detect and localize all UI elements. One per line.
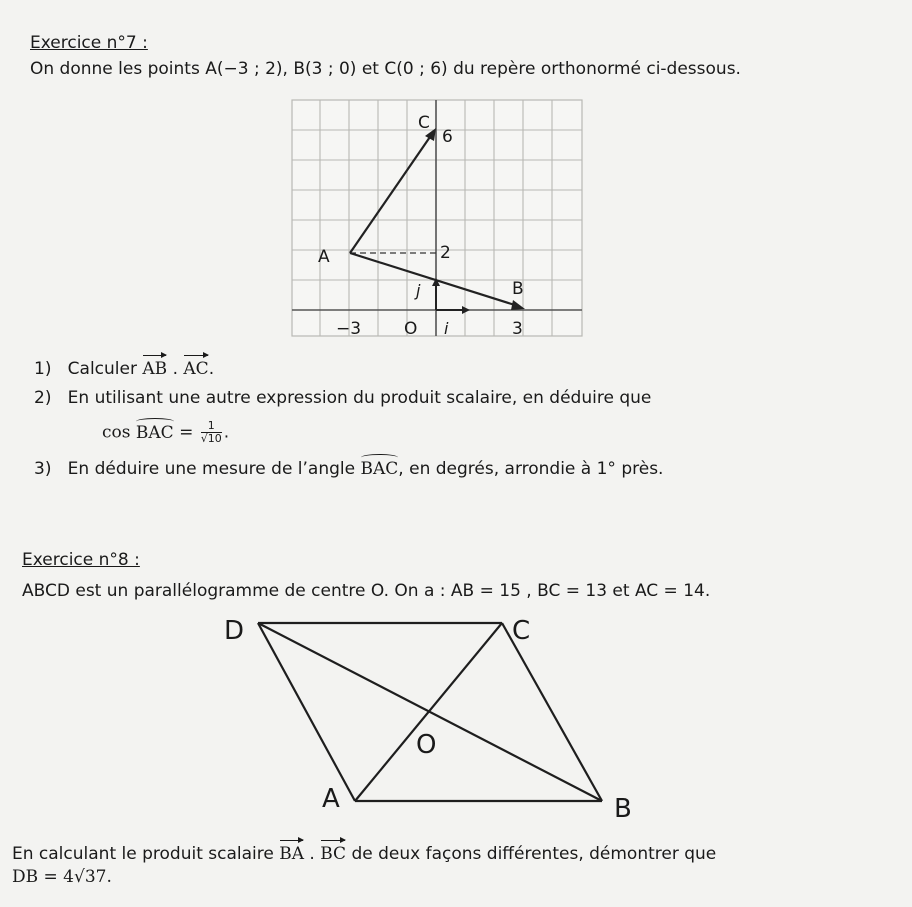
parallelogram-figure bbox=[210, 605, 660, 825]
label-D: D bbox=[224, 616, 245, 646]
exercise-7-intro: On donne les points A(−3 ; 2), B(3 ; 0) et C(0 ; 6) du repère orthonormé ci-dessous. bbox=[30, 59, 741, 79]
vector-BA-label: BA bbox=[279, 844, 305, 864]
label-B: B bbox=[512, 279, 524, 299]
exercise-7-title: Exercice n°7 : bbox=[30, 33, 148, 53]
label-i: i bbox=[444, 319, 449, 338]
label-3: 3 bbox=[512, 319, 523, 339]
angle-BAC: BAC bbox=[135, 422, 174, 443]
exercise-8-intro: ABCD est un parallélogramme de centre O. On a : AB = 15 , BC = 13 et AC = 14. bbox=[22, 581, 711, 601]
angle-BAC: BAC bbox=[360, 459, 399, 479]
question-2 bbox=[34, 387, 651, 409]
diagonal-DB bbox=[258, 623, 602, 801]
label-A: A bbox=[322, 784, 340, 814]
question-2-text: En utilisant une autre expression du produit scalaire, en déduire que bbox=[67, 388, 652, 408]
cosine-formula: cos BAC = $\frac{1}{√10}$ . bbox=[102, 419, 230, 445]
side-DA bbox=[258, 623, 355, 801]
question-3-number: 3) bbox=[34, 459, 52, 479]
label-B: B bbox=[614, 794, 632, 824]
label-2: 2 bbox=[440, 243, 451, 263]
label-j: j bbox=[416, 281, 421, 300]
exercise-8-title: Exercice n°8 : bbox=[22, 550, 140, 570]
label-C: C bbox=[418, 113, 430, 133]
label-6: 6 bbox=[442, 127, 453, 147]
question-1: 1) Calculer AB . AC. bbox=[34, 359, 215, 379]
label-O: O bbox=[416, 730, 437, 760]
fraction-1-over-sqrt10: $\frac{1}{√10}$ bbox=[200, 419, 222, 445]
label-C: C bbox=[512, 616, 531, 646]
vector-BC-label: BC bbox=[320, 844, 347, 864]
vector-AB-label: AB bbox=[142, 359, 168, 379]
question-1-text: Calculer bbox=[67, 359, 137, 379]
label-A: A bbox=[318, 247, 330, 267]
coordinate-grid-figure bbox=[280, 90, 600, 350]
question-3: 3) En déduire une mesure de l’angle BAC, en degrés, arrondie à 1° près. bbox=[34, 459, 664, 479]
label-O: O bbox=[404, 319, 418, 339]
exercise-8-task: En calculant le produit scalaire BA . BC de deux façons différentes, démontrer que bbox=[12, 844, 717, 864]
question-1-number: 1) bbox=[34, 359, 52, 379]
dot-operator: . bbox=[172, 359, 178, 379]
question-2-number: 2) bbox=[34, 388, 52, 408]
vector-AC-label: AC bbox=[183, 359, 209, 379]
label-minus-3: −3 bbox=[336, 319, 362, 339]
exercise-8-result: DB = 4√37. bbox=[12, 867, 112, 887]
